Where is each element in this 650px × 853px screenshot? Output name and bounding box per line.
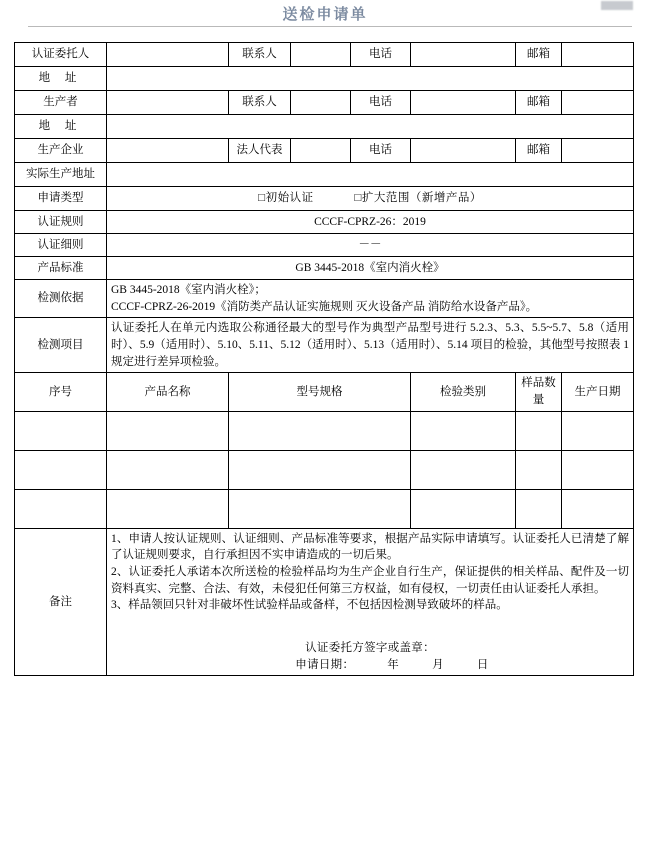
cert-rule-label: 认证规则 (15, 211, 107, 234)
producer-contact-value[interactable] (291, 91, 351, 115)
test-basis-line-2: CCCF-CPRZ-26-2019《消防类产品认证实施规则 灭火设备产品 消防给水设备产品》。 (111, 300, 538, 313)
producer-phone-value[interactable] (411, 91, 516, 115)
producer-label: 生产者 (15, 91, 107, 115)
manufacturer-label: 生产企业 (15, 139, 107, 163)
producer-address-value[interactable] (107, 115, 634, 139)
logo-watermark-icon (601, 1, 633, 10)
table-row (15, 489, 634, 528)
remarks-label: 备注 (15, 528, 107, 676)
apply-type-label: 申请类型 (15, 187, 107, 211)
cert-detail-value: －－ (107, 234, 634, 257)
client-address-value[interactable] (107, 67, 634, 91)
row-manufacturer (15, 139, 634, 163)
test-items-label: 检测项目 (15, 318, 107, 373)
producer-contact-label: 联系人 (229, 91, 291, 115)
manufacturer-legal-value[interactable] (291, 139, 351, 163)
cell-test-type[interactable] (411, 411, 516, 450)
cell-date[interactable] (562, 489, 634, 528)
producer-email-value[interactable] (562, 91, 634, 115)
row-producer-address (15, 115, 634, 139)
row-client-address (15, 67, 634, 91)
cell-model[interactable] (229, 489, 411, 528)
actual-address-label: 实际生产地址 (15, 163, 107, 187)
remark-item-3: 3、样品领回只针对非破坏性试验样品或备样，不包括因检测导致破坏的样品。 (111, 599, 508, 612)
application-date-line (111, 657, 629, 674)
page-title: 送检申请单 (282, 6, 368, 23)
row-apply-type (15, 187, 634, 211)
cell-qty[interactable] (516, 450, 562, 489)
cell-model[interactable] (229, 411, 411, 450)
row-cert-rule (15, 211, 634, 234)
header-divider (28, 26, 632, 27)
cell-index[interactable] (15, 411, 107, 450)
date-month-label[interactable]: 月 (432, 658, 444, 671)
cell-test-type[interactable] (411, 489, 516, 528)
product-col-qty: 样品数量 (516, 373, 562, 411)
application-form-sheet (14, 42, 633, 676)
manufacturer-phone-label: 电话 (351, 139, 411, 163)
client-contact-label: 联系人 (229, 43, 291, 67)
client-address-label: 地 址 (15, 67, 107, 91)
table-row (15, 411, 634, 450)
signature-label[interactable]: 认证委托方签字或盖章： (305, 642, 435, 655)
row-remarks (15, 528, 634, 676)
product-table-header (15, 373, 634, 411)
apply-type-options (107, 187, 634, 211)
application-form-table (14, 42, 634, 676)
actual-address-value[interactable] (107, 163, 634, 187)
manufacturer-phone-value[interactable] (411, 139, 516, 163)
client-contact-value[interactable] (291, 43, 351, 67)
client-phone-label: 电话 (351, 43, 411, 67)
cell-index[interactable] (15, 450, 107, 489)
producer-email-label: 邮箱 (516, 91, 562, 115)
cell-date[interactable] (562, 411, 634, 450)
manufacturer-email-value[interactable] (562, 139, 634, 163)
row-product-standard (15, 257, 634, 280)
row-producer (15, 91, 634, 115)
product-standard-value: GB 3445-2018《室内消火栓》 (107, 257, 634, 280)
test-items-value: 认证委托人在单元内选取公称通径最大的型号作为典型产品型号进行 5.2.3、5.3、5.5~5.7、5.8（适用时）、5.9（适用时）、5.10、5.11、5.12（适用时）、5.13（适用时）、5.14 项目的检验，其他型号按照表 1 规定进行差异项检验。 (107, 318, 634, 373)
product-col-name: 产品名称 (107, 373, 229, 411)
cell-date[interactable] (562, 450, 634, 489)
manufacturer-legal-label: 法人代表 (229, 139, 291, 163)
producer-address-label: 地 址 (15, 115, 107, 139)
remark-item-2: 2、认证委托人承诺本次所送检的检验样品均为生产企业自行生产，保证提供的相关样品、配件及一切资料真实、完整、合法、有效，未侵犯任何第三方权益，如有侵权，一切责任由认证委托人承担。 (111, 566, 629, 595)
cell-model[interactable] (229, 450, 411, 489)
client-phone-value[interactable] (411, 43, 516, 67)
application-date-label: 申请日期： (295, 658, 355, 671)
date-day-label[interactable]: 日 (476, 658, 489, 671)
manufacturer-value[interactable] (107, 139, 229, 163)
cell-name[interactable] (107, 489, 229, 528)
product-col-date: 生产日期 (562, 373, 634, 411)
producer-phone-label: 电话 (351, 91, 411, 115)
product-standard-label: 产品标准 (15, 257, 107, 280)
signature-block (111, 640, 629, 673)
cell-qty[interactable] (516, 489, 562, 528)
document-header (0, 0, 650, 30)
test-basis-line-1: GB 3445-2018《室内消火栓》； (111, 284, 266, 296)
cell-qty[interactable] (516, 411, 562, 450)
cert-detail-label: 认证细则 (15, 234, 107, 257)
manufacturer-email-label: 邮箱 (516, 139, 562, 163)
checkbox-initial-certification[interactable]: □初始认证 (258, 192, 314, 205)
client-label: 认证委托人 (15, 43, 107, 67)
checkbox-expand-scope[interactable]: □扩大范围（新增产品） (354, 192, 482, 205)
cell-index[interactable] (15, 489, 107, 528)
table-row (15, 450, 634, 489)
cert-rule-value: CCCF-CPRZ-26：2019 (107, 211, 634, 234)
remark-item-1: 1、申请人按认证规则、认证细则、产品标准等要求，根据产品实际申请填写。认证委托人已清楚了解了认证规则要求，自行承担因不实申请造成的一切后果。 (111, 532, 629, 562)
cell-test-type[interactable] (411, 450, 516, 489)
client-email-value[interactable] (562, 43, 634, 67)
row-cert-detail (15, 234, 634, 257)
row-client (15, 43, 634, 67)
cell-name[interactable] (107, 411, 229, 450)
date-year-label[interactable]: 年 (387, 658, 400, 671)
remarks-content (107, 528, 634, 676)
product-col-model: 型号规格 (229, 373, 411, 411)
test-basis-label: 检测依据 (15, 280, 107, 318)
row-actual-address (15, 163, 634, 187)
product-col-index: 序号 (15, 373, 107, 411)
product-col-test-type: 检验类别 (411, 373, 516, 411)
row-test-basis (15, 280, 634, 318)
client-value[interactable] (107, 43, 229, 67)
row-test-items (15, 318, 634, 373)
client-email-label: 邮箱 (516, 43, 562, 67)
test-basis-value (107, 280, 634, 318)
cell-name[interactable] (107, 450, 229, 489)
producer-value[interactable] (107, 91, 229, 115)
